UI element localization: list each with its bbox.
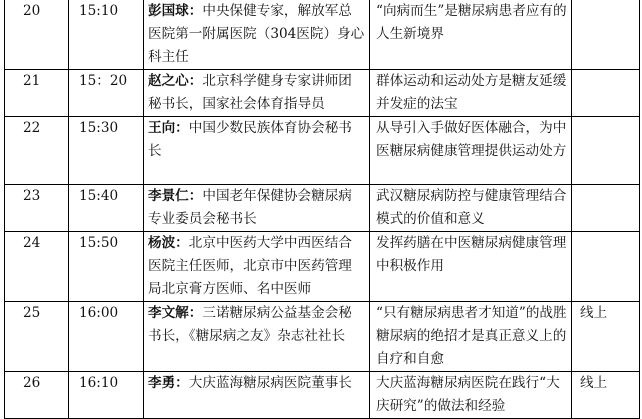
row-number: 22 xyxy=(5,117,69,185)
delivery-mode xyxy=(572,185,640,232)
speaker-cell xyxy=(144,117,370,185)
speaker-name: 杨波： xyxy=(148,235,189,251)
table-row xyxy=(5,117,640,185)
speaker-name: 彭国球： xyxy=(148,3,203,19)
row-time: 15:50 xyxy=(69,232,144,302)
table-row xyxy=(5,302,640,372)
row-time: 16:10 xyxy=(69,372,144,419)
row-number: 23 xyxy=(5,185,69,232)
speaker-title: 三诺糖尿病公益基金会秘书长，《糖尿病之友》杂志社社长 xyxy=(148,305,352,344)
talk-topic: “只有糖尿病患者才知道”的战胜糖尿病的绝招才是真正意义上的自疗和自愈 xyxy=(370,302,572,372)
talk-topic: 群体运动和运动处方是糖友延缓并发症的法宝 xyxy=(370,70,572,117)
speaker-title: 中央保健专家，解放军总医院第一附属医院（304医院）身心科主任 xyxy=(148,3,365,65)
speaker-name: 王向： xyxy=(148,120,189,136)
talk-topic: “向病而生”是糖尿病患者应有的人生新境界 xyxy=(370,0,572,70)
speaker-cell xyxy=(144,0,370,70)
speaker-title: 北京科学健身专家讲师团秘书长，国家社会体育指导员 xyxy=(148,73,352,112)
table-row xyxy=(5,185,640,232)
talk-topic: 大庆蓝海糖尿病医院在践行“大庆研究”的做法和经验 xyxy=(370,372,572,419)
table-row xyxy=(5,372,640,419)
talk-topic: 发挥药膳在中医糖尿病健康管理中积极作用 xyxy=(370,232,572,302)
delivery-mode xyxy=(572,0,640,70)
table-row xyxy=(5,70,640,117)
row-number: 21 xyxy=(5,70,69,117)
table-row xyxy=(5,232,640,302)
row-number: 26 xyxy=(5,372,69,419)
delivery-mode xyxy=(572,232,640,302)
row-time: 15:40 xyxy=(69,185,144,232)
speaker-name: 赵之心： xyxy=(148,73,203,89)
delivery-mode: 线上 xyxy=(572,302,640,372)
talk-topic: 武汉糖尿病防控与健康管理结合模式的价值和意义 xyxy=(370,185,572,232)
speaker-cell xyxy=(144,372,370,419)
speaker-title: 北京中医药大学中西医结合医院主任医师，北京市中医药管理局北京膏方医师、名中医师 xyxy=(148,235,352,297)
row-time: 15：20 xyxy=(69,70,144,117)
speaker-title: 大庆蓝海糖尿病医院董事长 xyxy=(188,375,352,391)
speaker-name: 李文解： xyxy=(148,305,203,321)
row-number: 24 xyxy=(5,232,69,302)
speaker-name: 李勇： xyxy=(148,375,189,391)
row-number: 20 xyxy=(5,0,69,70)
row-time: 15:30 xyxy=(69,117,144,185)
delivery-mode xyxy=(572,117,640,185)
row-time: 15:10 xyxy=(69,0,144,70)
row-number: 25 xyxy=(5,302,69,372)
speaker-cell xyxy=(144,302,370,372)
talk-topic: 从导引入手做好医体融合，为中医糖尿病健康管理提供运动处方 xyxy=(370,117,572,185)
delivery-mode: 线上 xyxy=(572,372,640,419)
speaker-cell xyxy=(144,185,370,232)
speaker-cell xyxy=(144,70,370,117)
speaker-cell xyxy=(144,232,370,302)
row-time: 16:00 xyxy=(69,302,144,372)
schedule-table xyxy=(4,0,640,419)
speaker-name: 李景仁： xyxy=(148,188,203,204)
speaker-title: 中国老年保健协会糖尿病专业委员会秘书长 xyxy=(148,188,352,227)
speaker-title: 中国少数民族体育协会秘书长 xyxy=(148,120,352,159)
table-row xyxy=(5,0,640,70)
delivery-mode xyxy=(572,70,640,117)
